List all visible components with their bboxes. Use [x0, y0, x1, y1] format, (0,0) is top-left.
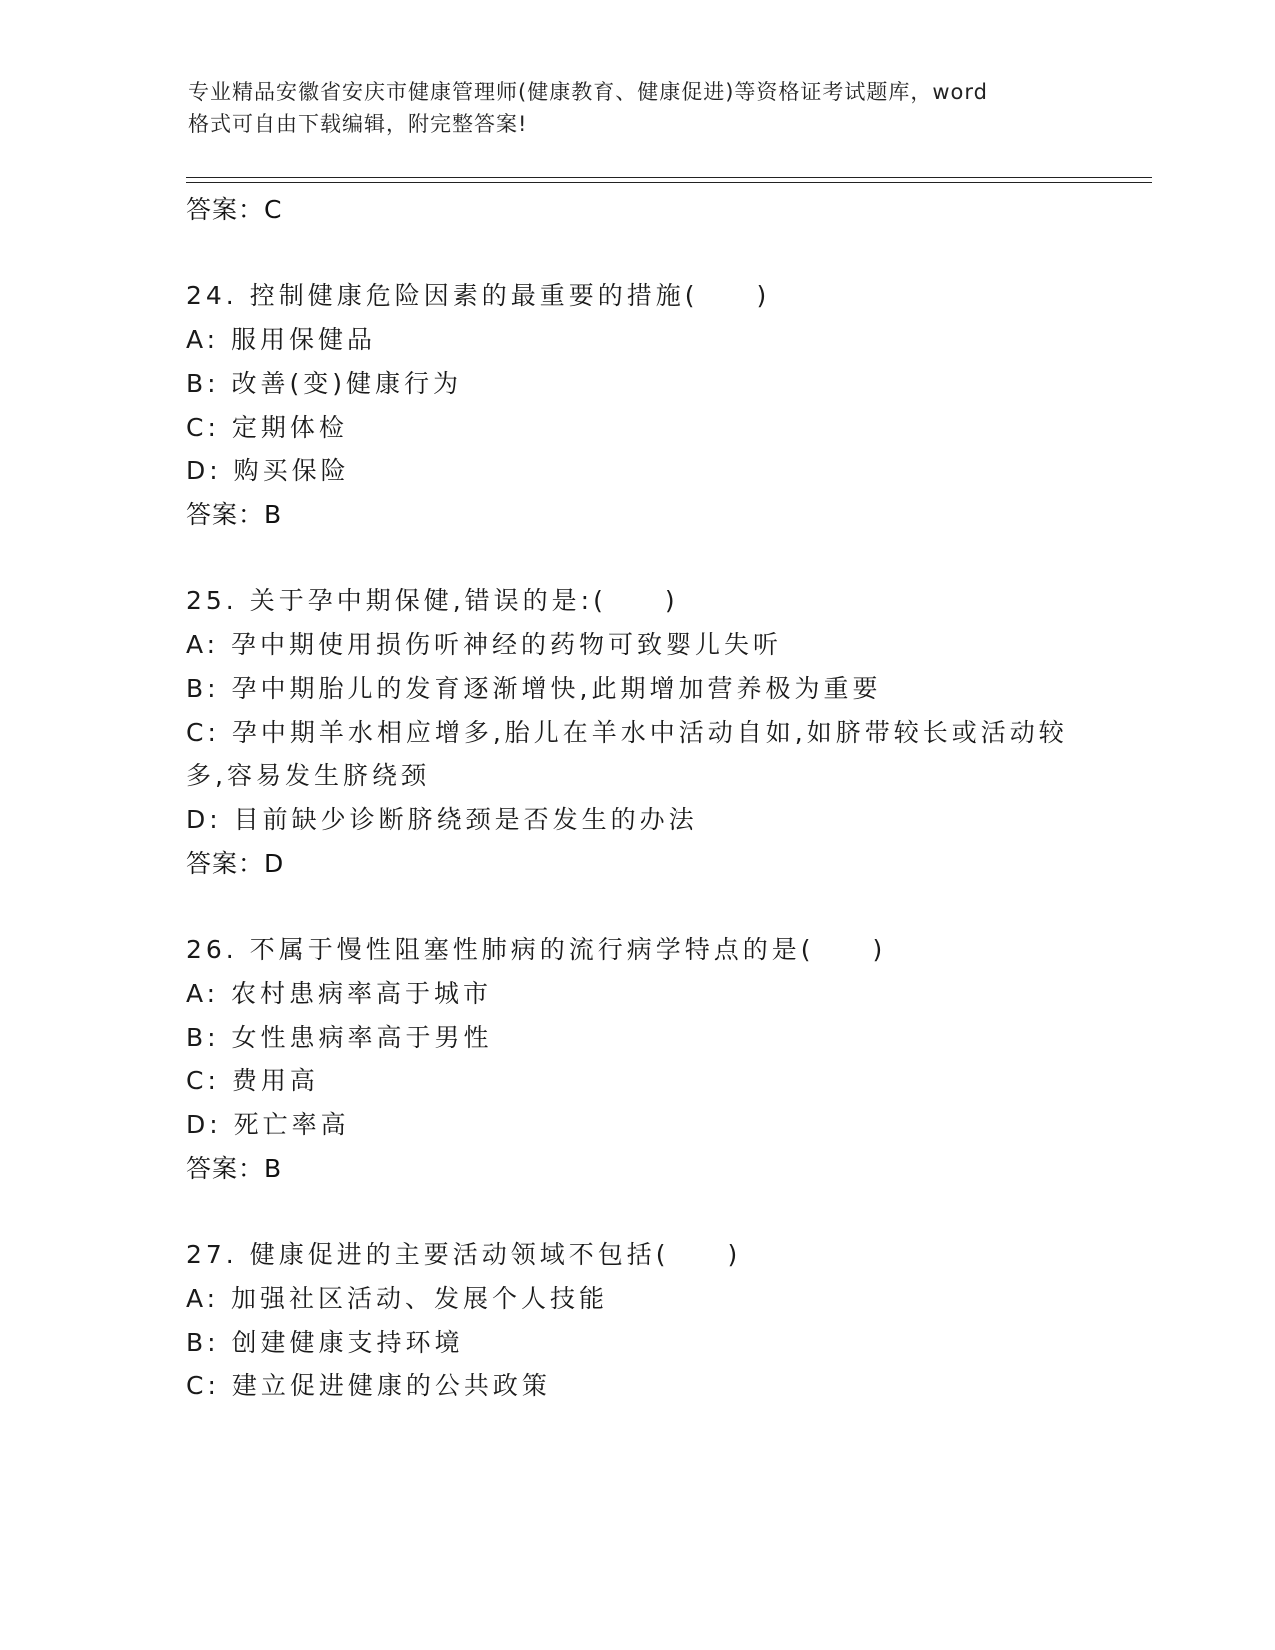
option-b: B: 女性患病率高于男性: [186, 1023, 493, 1052]
answer-line: 答案：C: [186, 195, 283, 224]
option-b: B: 改善(变)健康行为: [186, 369, 463, 398]
question-stem: 27. 健康促进的主要活动领域不包括( ): [186, 1240, 742, 1269]
option-c: C: 孕中期羊水相应增多,胎儿在羊水中活动自如,如脐带较长或活动较: [186, 718, 1068, 747]
header-line-1: 专业精品安徽省安庆市健康管理师(健康教育、健康促进)等资格证考试题库，word: [188, 80, 989, 104]
option-b: B: 孕中期胎儿的发育逐渐增快,此期增加营养极为重要: [186, 674, 882, 703]
document-header: [188, 76, 1088, 140]
option-c-continued: 多,容易发生脐绕颈: [186, 761, 430, 790]
option-a: A: 农村患病率高于城市: [186, 979, 493, 1008]
option-a: A: 孕中期使用损伤听神经的药物可致婴儿失听: [186, 630, 783, 659]
option-c: C: 定期体检: [186, 413, 348, 442]
answer-line: 答案：D: [186, 849, 285, 878]
header-rule-bottom: [186, 182, 1152, 183]
header-line-2: 格式可自由下载编辑，附完整答案!: [188, 112, 528, 136]
option-d: D: 死亡率高: [186, 1110, 350, 1139]
question-stem: 24. 控制健康危险因素的最重要的措施( ): [186, 281, 771, 310]
option-c: C: 建立促进健康的公共政策: [186, 1371, 551, 1400]
option-c: C: 费用高: [186, 1066, 319, 1095]
option-a: A: 服用保健品: [186, 325, 377, 354]
option-d: D: 购买保险: [186, 456, 350, 485]
answer-line: 答案：B: [186, 1154, 283, 1183]
option-d: D: 目前缺少诊断脐绕颈是否发生的办法: [186, 805, 698, 834]
question-stem: 26. 不属于慢性阻塞性肺病的流行病学特点的是( ): [186, 935, 887, 964]
question-stem: 25. 关于孕中期保健,错误的是:( ): [186, 586, 679, 615]
option-a: A: 加强社区活动、发展个人技能: [186, 1284, 609, 1313]
answer-line: 答案：B: [186, 500, 283, 529]
option-b: B: 创建健康支持环境: [186, 1328, 464, 1357]
header-rule-top: [186, 177, 1152, 178]
